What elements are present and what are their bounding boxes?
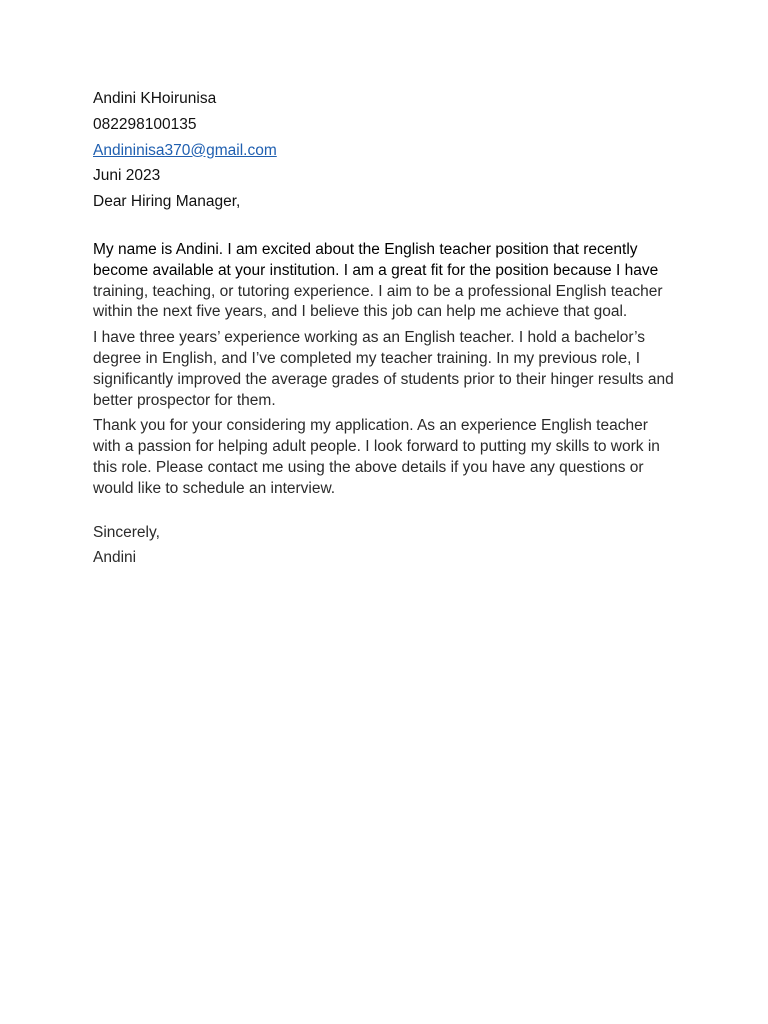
valediction: Sincerely, — [93, 523, 160, 541]
paragraph-thanks: Thank you for your considering my application. As an experience English teacher with a passion for helping adult people. I look forward to putting my skills to work in this role. Please contact me using the above details if you have any questions or would like to schedule an interview. — [93, 417, 660, 497]
paragraph-intro-lead: My name is Andini. I am excited about the English teacher position that recently become available at your institution. I am a great fit for the position because I have — [93, 240, 659, 279]
letter-page — [93, 86, 679, 571]
paragraph-intro — [93, 240, 679, 323]
sender-email-line — [93, 138, 679, 164]
sender-email-link[interactable]: Andininisa370@gmail.com — [93, 141, 277, 159]
salutation: Dear Hiring Manager, — [93, 193, 241, 211]
sender-name: Andini KHoirunisa — [93, 90, 217, 107]
letter-date: Juni 2023 — [93, 167, 161, 185]
signature: Andini — [93, 549, 137, 567]
sender-phone: 082298100135 — [93, 115, 197, 133]
paragraph-experience: I have three years’ experience working as an English teacher. I hold a bachelor’s degree in English, and I’ve completed my teacher training. In my previous role, I significantly improved the average grades of students prior to their hinger results and better prospector for them. — [93, 329, 674, 409]
paragraph-intro-rest: training, teaching, or tutoring experience. I aim to be a professional English teacher within the next five years, and I believe this job can help me achieve that goal. — [93, 282, 663, 321]
